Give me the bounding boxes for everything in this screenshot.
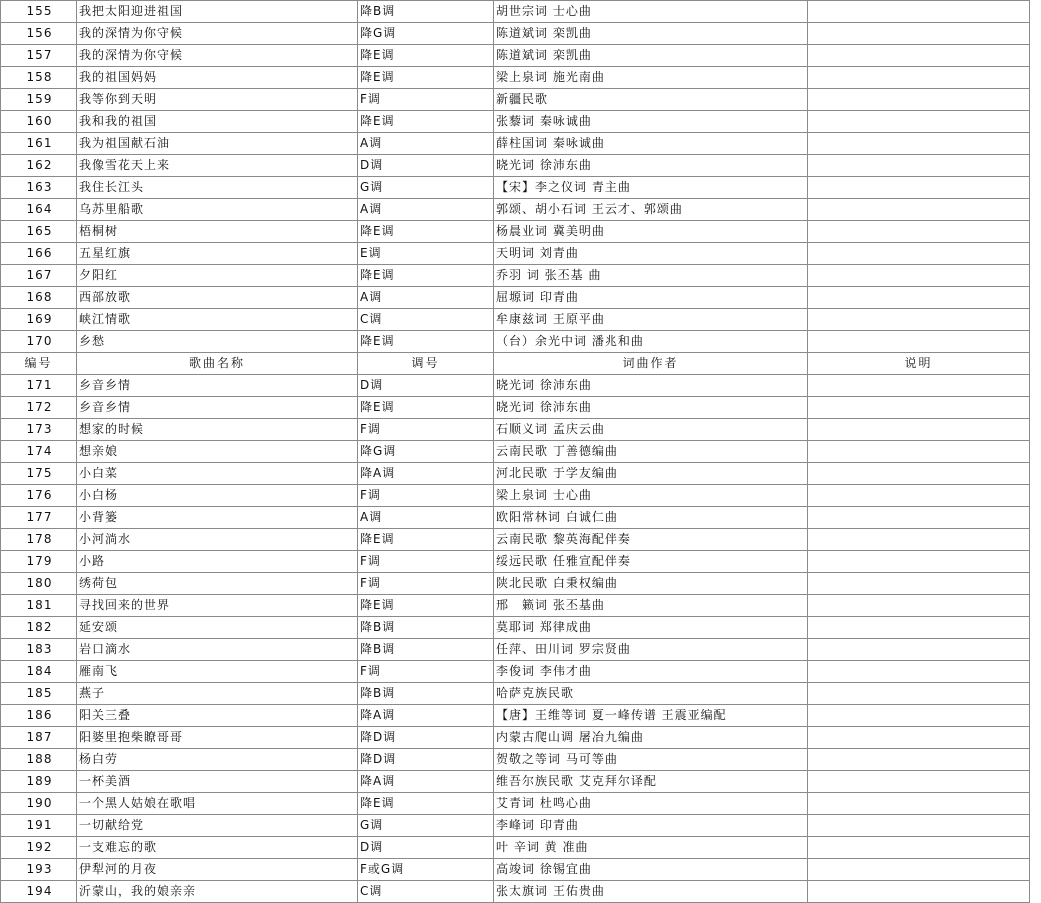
table-row xyxy=(1,749,1030,771)
song-notes-cell[interactable] xyxy=(808,749,1030,771)
song-notes-cell[interactable] xyxy=(808,243,1030,265)
song-key-cell[interactable]: 降B调 xyxy=(358,639,494,661)
song-notes-cell[interactable] xyxy=(808,287,1030,309)
song-authors-cell[interactable]: 莫耶词 郑律成曲 xyxy=(494,617,808,639)
table-row xyxy=(1,529,1030,551)
song-number-cell[interactable]: 157 xyxy=(1,45,77,67)
song-title-cell[interactable]: 乡音乡情 xyxy=(77,397,358,419)
song-authors-cell[interactable]: 叶 辛词 黄 准曲 xyxy=(494,837,808,859)
table-row xyxy=(1,507,1030,529)
song-number-cell[interactable]: 193 xyxy=(1,859,77,881)
song-authors-cell[interactable]: 天明词 刘青曲 xyxy=(494,243,808,265)
song-number-cell[interactable]: 176 xyxy=(1,485,77,507)
song-notes-cell[interactable] xyxy=(808,529,1030,551)
song-title-cell[interactable]: 岩口滴水 xyxy=(77,639,358,661)
song-authors-cell[interactable]: 云南民歌 丁善德编曲 xyxy=(494,441,808,463)
table-row xyxy=(1,67,1030,89)
song-title-cell[interactable]: 西部放歌 xyxy=(77,287,358,309)
song-authors-cell[interactable]: 哈萨克族民歌 xyxy=(494,683,808,705)
song-number-cell[interactable]: 184 xyxy=(1,661,77,683)
song-title-cell[interactable]: 我为祖国献石油 xyxy=(77,133,358,155)
song-title-cell[interactable]: 峡江情歌 xyxy=(77,309,358,331)
table-row xyxy=(1,617,1030,639)
song-notes-cell[interactable] xyxy=(808,89,1030,111)
song-notes-cell[interactable] xyxy=(808,661,1030,683)
song-key-cell[interactable]: F调 xyxy=(358,419,494,441)
song-authors-cell[interactable]: 维吾尔族民歌 艾克拜尔译配 xyxy=(494,771,808,793)
song-title-cell[interactable]: 梧桐树 xyxy=(77,221,358,243)
song-key-cell[interactable]: 降D调 xyxy=(358,749,494,771)
song-authors-cell[interactable]: 杨晨业词 冀美明曲 xyxy=(494,221,808,243)
song-key-cell[interactable]: 降E调 xyxy=(358,221,494,243)
song-title-cell[interactable]: 延安颂 xyxy=(77,617,358,639)
song-key-cell[interactable]: A调 xyxy=(358,507,494,529)
song-notes-cell[interactable] xyxy=(808,485,1030,507)
song-title-cell[interactable]: 燕子 xyxy=(77,683,358,705)
song-key-cell[interactable]: F调 xyxy=(358,551,494,573)
song-number-cell[interactable]: 182 xyxy=(1,617,77,639)
song-number-cell[interactable]: 158 xyxy=(1,67,77,89)
song-key-cell[interactable]: 降E调 xyxy=(358,529,494,551)
song-title-cell[interactable]: 我等你到天明 xyxy=(77,89,358,111)
song-notes-cell[interactable] xyxy=(808,551,1030,573)
song-notes-cell[interactable] xyxy=(808,155,1030,177)
song-title-cell[interactable]: 一切献给党 xyxy=(77,815,358,837)
song-authors-cell[interactable]: 欧阳常林词 白诚仁曲 xyxy=(494,507,808,529)
song-notes-cell[interactable] xyxy=(808,199,1030,221)
song-authors-cell[interactable]: 艾青词 杜鸣心曲 xyxy=(494,793,808,815)
song-number-cell[interactable]: 162 xyxy=(1,155,77,177)
song-key-cell[interactable]: F或G调 xyxy=(358,859,494,881)
table-row xyxy=(1,1,1030,23)
song-key-cell[interactable]: 降E调 xyxy=(358,67,494,89)
table-row xyxy=(1,133,1030,155)
song-number-cell[interactable]: 178 xyxy=(1,529,77,551)
song-number-cell[interactable]: 181 xyxy=(1,595,77,617)
table-row xyxy=(1,771,1030,793)
song-number-cell[interactable]: 192 xyxy=(1,837,77,859)
song-key-cell[interactable]: G调 xyxy=(358,815,494,837)
song-title-cell[interactable]: 五星红旗 xyxy=(77,243,358,265)
song-number-cell[interactable]: 163 xyxy=(1,177,77,199)
song-number-cell[interactable]: 168 xyxy=(1,287,77,309)
table-row xyxy=(1,177,1030,199)
table-row xyxy=(1,419,1030,441)
song-number-cell[interactable]: 167 xyxy=(1,265,77,287)
song-authors-cell[interactable]: 张藜词 秦咏诚曲 xyxy=(494,111,808,133)
song-notes-cell[interactable] xyxy=(808,815,1030,837)
song-authors-cell[interactable]: 新疆民歌 xyxy=(494,89,808,111)
song-notes-cell[interactable] xyxy=(808,859,1030,881)
song-title-cell[interactable]: 我住长江头 xyxy=(77,177,358,199)
song-number-cell[interactable]: 190 xyxy=(1,793,77,815)
song-title-cell[interactable]: 乌苏里船歌 xyxy=(77,199,358,221)
song-key-cell[interactable]: C调 xyxy=(358,309,494,331)
song-authors-cell[interactable]: （台）余光中词 潘兆和曲 xyxy=(494,331,808,353)
song-notes-cell[interactable] xyxy=(808,793,1030,815)
song-notes-cell[interactable] xyxy=(808,683,1030,705)
song-key-cell[interactable]: F调 xyxy=(358,573,494,595)
song-number-cell[interactable]: 169 xyxy=(1,309,77,331)
song-notes-cell[interactable] xyxy=(808,595,1030,617)
table-row xyxy=(1,573,1030,595)
song-title-cell[interactable]: 一支难忘的歌 xyxy=(77,837,358,859)
song-number-cell[interactable]: 160 xyxy=(1,111,77,133)
song-title-cell[interactable]: 想家的时候 xyxy=(77,419,358,441)
song-title-cell[interactable]: 我的祖国妈妈 xyxy=(77,67,358,89)
header-authors[interactable]: 词曲作者 xyxy=(494,353,808,375)
song-title-cell[interactable]: 一杯美酒 xyxy=(77,771,358,793)
table-row xyxy=(1,485,1030,507)
song-key-cell[interactable]: 降G调 xyxy=(358,23,494,45)
song-authors-cell[interactable]: 晓光词 徐沛东曲 xyxy=(494,155,808,177)
song-number-cell[interactable]: 164 xyxy=(1,199,77,221)
song-number-cell[interactable]: 183 xyxy=(1,639,77,661)
song-table-body xyxy=(1,1,1030,903)
song-notes-cell[interactable] xyxy=(808,111,1030,133)
table-row xyxy=(1,551,1030,573)
song-number-cell[interactable]: 180 xyxy=(1,573,77,595)
song-number-cell[interactable]: 191 xyxy=(1,815,77,837)
song-title-cell[interactable]: 小白菜 xyxy=(77,463,358,485)
song-authors-cell[interactable]: 晓光词 徐沛东曲 xyxy=(494,375,808,397)
song-authors-cell[interactable]: 陈道斌词 栾凯曲 xyxy=(494,23,808,45)
song-number-cell[interactable]: 172 xyxy=(1,397,77,419)
song-notes-cell[interactable] xyxy=(808,1,1030,23)
table-row xyxy=(1,287,1030,309)
song-key-cell[interactable]: 降E调 xyxy=(358,265,494,287)
song-authors-cell[interactable]: 陈道斌词 栾凯曲 xyxy=(494,45,808,67)
table-row xyxy=(1,111,1030,133)
song-key-cell[interactable]: 降E调 xyxy=(358,111,494,133)
song-number-cell[interactable]: 170 xyxy=(1,331,77,353)
table-row xyxy=(1,661,1030,683)
song-title-cell[interactable]: 一个黑人姑娘在歌唱 xyxy=(77,793,358,815)
song-key-cell[interactable]: 降E调 xyxy=(358,45,494,67)
song-authors-cell[interactable]: 梁上泉词 施光南曲 xyxy=(494,67,808,89)
song-number-cell[interactable]: 155 xyxy=(1,1,77,23)
song-number-cell[interactable]: 156 xyxy=(1,23,77,45)
song-title-cell[interactable]: 杨白劳 xyxy=(77,749,358,771)
song-authors-cell[interactable]: 薛柱国词 秦咏诚曲 xyxy=(494,133,808,155)
song-number-cell[interactable]: 175 xyxy=(1,463,77,485)
header-notes[interactable]: 说明 xyxy=(808,353,1030,375)
song-authors-cell[interactable]: 任萍、田川词 罗宗贤曲 xyxy=(494,639,808,661)
song-number-cell[interactable]: 185 xyxy=(1,683,77,705)
song-authors-cell[interactable]: 屈塬词 印青曲 xyxy=(494,287,808,309)
song-authors-cell[interactable]: 李峰词 印青曲 xyxy=(494,815,808,837)
song-key-cell[interactable]: A调 xyxy=(358,287,494,309)
song-key-cell[interactable]: 降A调 xyxy=(358,463,494,485)
header-number[interactable]: 编号 xyxy=(1,353,77,375)
table-row xyxy=(1,221,1030,243)
song-key-cell[interactable]: A调 xyxy=(358,199,494,221)
song-title-cell[interactable]: 我把太阳迎进祖国 xyxy=(77,1,358,23)
song-number-cell[interactable]: 194 xyxy=(1,881,77,903)
song-notes-cell[interactable] xyxy=(808,771,1030,793)
song-key-cell[interactable]: E调 xyxy=(358,243,494,265)
song-key-cell[interactable]: 降D调 xyxy=(358,727,494,749)
table-row xyxy=(1,243,1030,265)
song-title-cell[interactable]: 小背篓 xyxy=(77,507,358,529)
table-row xyxy=(1,837,1030,859)
table-row xyxy=(1,859,1030,881)
song-title-cell[interactable]: 乡愁 xyxy=(77,331,358,353)
song-notes-cell[interactable] xyxy=(808,177,1030,199)
song-notes-cell[interactable] xyxy=(808,441,1030,463)
song-key-cell[interactable]: F调 xyxy=(358,661,494,683)
song-notes-cell[interactable] xyxy=(808,837,1030,859)
song-title-cell[interactable]: 小路 xyxy=(77,551,358,573)
song-title-cell[interactable]: 沂蒙山，我的娘亲亲 xyxy=(77,881,358,903)
song-key-cell[interactable]: F调 xyxy=(358,89,494,111)
song-authors-cell[interactable]: 牟康兹词 王原平曲 xyxy=(494,309,808,331)
song-title-cell[interactable]: 夕阳红 xyxy=(77,265,358,287)
song-key-cell[interactable]: D调 xyxy=(358,837,494,859)
song-key-cell[interactable]: G调 xyxy=(358,177,494,199)
song-authors-cell[interactable]: 胡世宗词 士心曲 xyxy=(494,1,808,23)
song-number-cell[interactable]: 161 xyxy=(1,133,77,155)
table-row xyxy=(1,89,1030,111)
song-notes-cell[interactable] xyxy=(808,463,1030,485)
song-authors-cell[interactable]: 晓光词 徐沛东曲 xyxy=(494,397,808,419)
table-row xyxy=(1,23,1030,45)
song-notes-cell[interactable] xyxy=(808,67,1030,89)
song-title-cell[interactable]: 小河淌水 xyxy=(77,529,358,551)
table-row xyxy=(1,45,1030,67)
table-row xyxy=(1,881,1030,903)
song-authors-cell[interactable]: 梁上泉词 士心曲 xyxy=(494,485,808,507)
song-number-cell[interactable]: 179 xyxy=(1,551,77,573)
song-notes-cell[interactable] xyxy=(808,133,1030,155)
song-title-cell[interactable]: 我和我的祖国 xyxy=(77,111,358,133)
song-key-cell[interactable]: A调 xyxy=(358,133,494,155)
song-title-cell[interactable]: 伊犁河的月夜 xyxy=(77,859,358,881)
song-key-cell[interactable]: 降E调 xyxy=(358,793,494,815)
song-notes-cell[interactable] xyxy=(808,309,1030,331)
song-authors-cell[interactable]: 陕北民歌 白秉权编曲 xyxy=(494,573,808,595)
song-number-cell[interactable]: 166 xyxy=(1,243,77,265)
song-notes-cell[interactable] xyxy=(808,265,1030,287)
song-key-cell[interactable]: F调 xyxy=(358,485,494,507)
song-authors-cell[interactable]: 【唐】王维等词 夏一峰传谱 王震亚编配 xyxy=(494,705,808,727)
song-title-cell[interactable]: 阳关三叠 xyxy=(77,705,358,727)
song-authors-cell[interactable]: 邢 籁词 张丕基曲 xyxy=(494,595,808,617)
table-row xyxy=(1,595,1030,617)
song-title-cell[interactable]: 雁南飞 xyxy=(77,661,358,683)
table-row xyxy=(1,331,1030,353)
song-notes-cell[interactable] xyxy=(808,881,1030,903)
song-authors-cell[interactable]: 高竣词 徐锡宜曲 xyxy=(494,859,808,881)
table-row xyxy=(1,265,1030,287)
song-key-cell[interactable]: 降A调 xyxy=(358,771,494,793)
song-number-cell[interactable]: 171 xyxy=(1,375,77,397)
song-authors-cell[interactable]: 李俊词 李伟才曲 xyxy=(494,661,808,683)
song-title-cell[interactable]: 我的深情为你守候 xyxy=(77,23,358,45)
table-row xyxy=(1,397,1030,419)
song-number-cell[interactable]: 159 xyxy=(1,89,77,111)
table-row xyxy=(1,375,1030,397)
song-key-cell[interactable]: 降A调 xyxy=(358,705,494,727)
table-row xyxy=(1,309,1030,331)
song-notes-cell[interactable] xyxy=(808,727,1030,749)
song-title-cell[interactable]: 我的深情为你守候 xyxy=(77,45,358,67)
table-row xyxy=(1,683,1030,705)
table-row xyxy=(1,155,1030,177)
song-authors-cell[interactable]: 张太旗词 王佑贵曲 xyxy=(494,881,808,903)
song-key-cell[interactable]: 降B调 xyxy=(358,1,494,23)
song-notes-cell[interactable] xyxy=(808,507,1030,529)
song-number-cell[interactable]: 173 xyxy=(1,419,77,441)
song-number-cell[interactable]: 189 xyxy=(1,771,77,793)
song-notes-cell[interactable] xyxy=(808,375,1030,397)
song-notes-cell[interactable] xyxy=(808,639,1030,661)
song-authors-cell[interactable]: 【宋】李之仪词 青主曲 xyxy=(494,177,808,199)
song-number-cell[interactable]: 177 xyxy=(1,507,77,529)
song-title-cell[interactable]: 想亲娘 xyxy=(77,441,358,463)
song-authors-cell[interactable]: 乔羽 词 张丕基 曲 xyxy=(494,265,808,287)
song-authors-cell[interactable]: 内蒙古爬山调 屠冶九编曲 xyxy=(494,727,808,749)
table-row xyxy=(1,199,1030,221)
song-authors-cell[interactable]: 河北民歌 于学友编曲 xyxy=(494,463,808,485)
song-notes-cell[interactable] xyxy=(808,331,1030,353)
song-title-cell[interactable]: 我像雪花天上来 xyxy=(77,155,358,177)
song-key-cell[interactable]: 降E调 xyxy=(358,397,494,419)
song-number-cell[interactable]: 165 xyxy=(1,221,77,243)
header-song-title[interactable]: 歌曲名称 xyxy=(77,353,358,375)
song-title-cell[interactable]: 乡音乡情 xyxy=(77,375,358,397)
table-row xyxy=(1,727,1030,749)
song-key-cell[interactable]: D调 xyxy=(358,375,494,397)
song-notes-cell[interactable] xyxy=(808,45,1030,67)
song-authors-cell[interactable]: 贺敬之等词 马可等曲 xyxy=(494,749,808,771)
song-number-cell[interactable]: 188 xyxy=(1,749,77,771)
song-key-cell[interactable]: D调 xyxy=(358,155,494,177)
song-notes-cell[interactable] xyxy=(808,23,1030,45)
song-number-cell[interactable]: 174 xyxy=(1,441,77,463)
song-key-cell[interactable]: C调 xyxy=(358,881,494,903)
table-row xyxy=(1,463,1030,485)
table-row xyxy=(1,793,1030,815)
song-notes-cell[interactable] xyxy=(808,573,1030,595)
song-key-cell[interactable]: 降B调 xyxy=(358,617,494,639)
song-notes-cell[interactable] xyxy=(808,221,1030,243)
song-title-cell[interactable]: 小白杨 xyxy=(77,485,358,507)
song-title-cell[interactable]: 阳婆里抱柴瞭哥哥 xyxy=(77,727,358,749)
table-row xyxy=(1,815,1030,837)
song-notes-cell[interactable] xyxy=(808,419,1030,441)
table-row xyxy=(1,441,1030,463)
table-row xyxy=(1,639,1030,661)
song-key-cell[interactable]: 降B调 xyxy=(358,683,494,705)
song-authors-cell[interactable]: 石顺义词 孟庆云曲 xyxy=(494,419,808,441)
song-key-cell[interactable]: 降E调 xyxy=(358,331,494,353)
song-number-cell[interactable]: 187 xyxy=(1,727,77,749)
table-header-row xyxy=(1,353,1030,375)
song-authors-cell[interactable]: 云南民歌 黎英海配伴奏 xyxy=(494,529,808,551)
song-notes-cell[interactable] xyxy=(808,705,1030,727)
song-notes-cell[interactable] xyxy=(808,397,1030,419)
song-key-cell[interactable]: 降G调 xyxy=(358,441,494,463)
song-authors-cell[interactable]: 绥远民歌 任雅宣配伴奏 xyxy=(494,551,808,573)
song-number-cell[interactable]: 186 xyxy=(1,705,77,727)
song-authors-cell[interactable]: 郭颂、胡小石词 王云才、郭颂曲 xyxy=(494,199,808,221)
table-row xyxy=(1,705,1030,727)
song-notes-cell[interactable] xyxy=(808,617,1030,639)
song-key-cell[interactable]: 降E调 xyxy=(358,595,494,617)
song-title-cell[interactable]: 绣荷包 xyxy=(77,573,358,595)
song-title-cell[interactable]: 寻找回来的世界 xyxy=(77,595,358,617)
header-key[interactable]: 调号 xyxy=(358,353,494,375)
